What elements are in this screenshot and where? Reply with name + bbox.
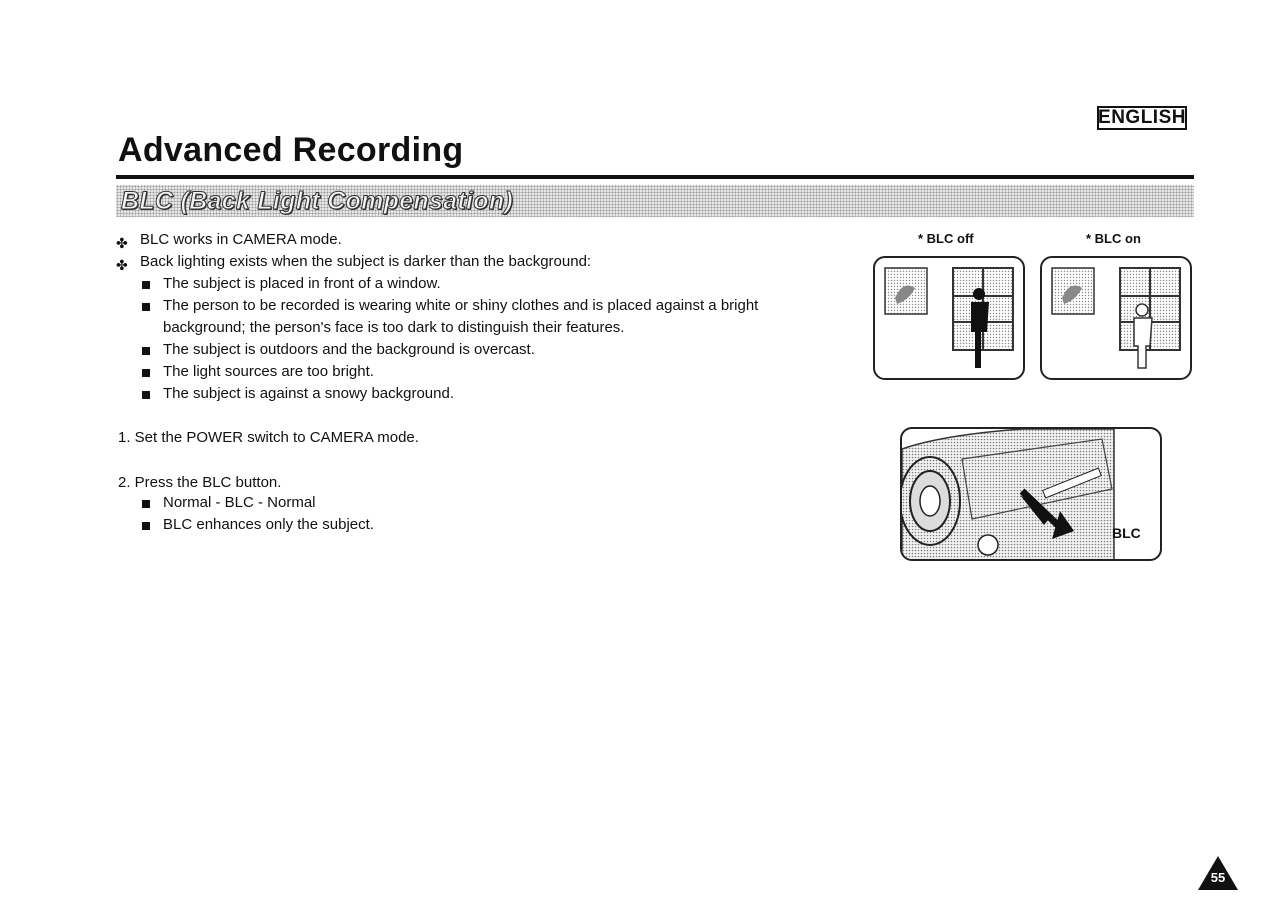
page-number-badge <box>1197 855 1239 891</box>
camcorder-illustration <box>900 427 1162 561</box>
bullet-item: The subject is placed in front of a window. <box>163 275 441 292</box>
section-title: BLC (Back Light Compensation) <box>121 187 514 215</box>
bullet-item-continuation: background; the person's face is too dark to distinguish their features. <box>163 319 625 336</box>
page-title: Advanced Recording <box>118 131 464 169</box>
square-bullet-icon <box>142 391 150 399</box>
square-bullet-icon <box>142 522 150 530</box>
step-2-bullet: Normal - BLC - Normal <box>163 494 316 511</box>
blc-off-caption: * BLC off <box>918 231 974 246</box>
bullet-item: The person to be recorded is wearing white or shiny clothes and is placed against a bright <box>163 297 759 314</box>
bullet-item: The subject is against a snowy background. <box>163 385 454 402</box>
blc-on-caption: * BLC on <box>1086 231 1141 246</box>
diamond-bullet-icon: ✤ <box>116 257 128 273</box>
blc-on-illustration <box>1040 256 1192 380</box>
backlit-window-icon <box>875 258 1025 380</box>
step-2-bullet: BLC enhances only the subject. <box>163 516 374 533</box>
diamond-bullet-icon: ✤ <box>116 235 128 251</box>
step-1: 1. Set the POWER switch to CAMERA mode. <box>118 429 419 446</box>
square-bullet-icon <box>142 347 150 355</box>
square-bullet-icon <box>142 500 150 508</box>
title-rule <box>116 175 1194 179</box>
intro-point-1: BLC works in CAMERA mode. <box>140 231 342 248</box>
blc-off-illustration <box>873 256 1025 380</box>
step-2: 2. Press the BLC button. <box>118 474 282 491</box>
square-bullet-icon <box>142 281 150 289</box>
camcorder-icon <box>902 429 1162 561</box>
language-badge: ENGLISH <box>1098 107 1186 128</box>
bullet-item: The light sources are too bright. <box>163 363 374 380</box>
square-bullet-icon <box>142 303 150 311</box>
bullet-item: The subject is outdoors and the background is overcast. <box>163 341 535 358</box>
intro-point-2: Back lighting exists when the subject is darker than the background: <box>140 253 592 270</box>
square-bullet-icon <box>142 369 150 377</box>
compensated-window-icon <box>1042 258 1192 380</box>
page-number: 55 <box>1210 870 1226 885</box>
section-header-bar <box>116 185 1194 217</box>
blc-button-label: BLC <box>1112 525 1141 541</box>
